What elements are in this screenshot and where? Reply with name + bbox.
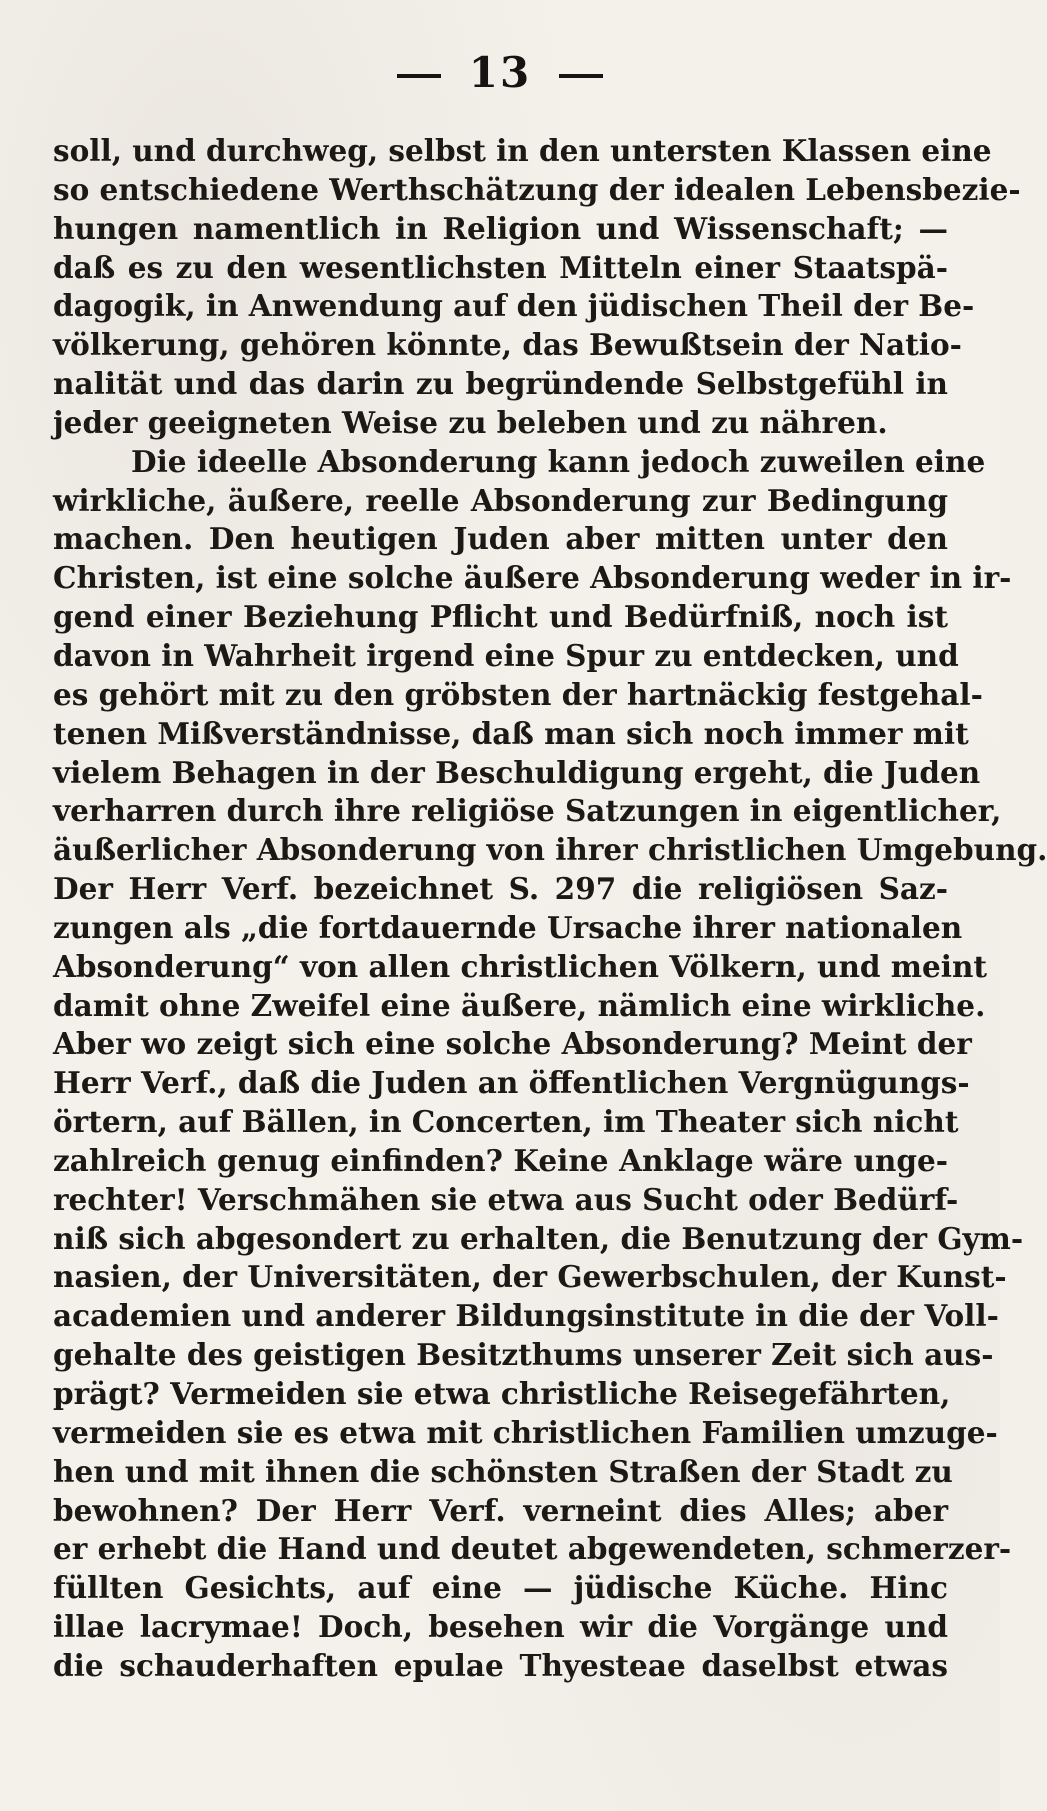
text-line: vielem Behagen in der Beschuldigung ergeht, die Juden (53, 754, 981, 790)
page-header (0, 48, 1000, 97)
text-line: äußerlicher Absonderung von ihrer christlichen Umgebung. (53, 832, 1047, 868)
text-line: zungen als „die fortdauernde Ursache ihrer nationalen (53, 909, 963, 945)
text-line: er erhebt die Hand und deutet abgewendeten, schmerzer- (53, 1531, 1012, 1567)
text-line: prägt? Vermeiden sie etwa christliche Reisegefährten, (53, 1376, 951, 1411)
text-line: tenen Mißverständnisse, daß man sich noch immer mit (53, 715, 969, 751)
text-line: hungen namentlich in Religion und Wissenschaft; — (53, 210, 948, 246)
text-line: rechter! Verschmähen sie etwa aus Sucht oder Bedürf- (53, 1181, 959, 1217)
text-line: Herr Verf., daß die Juden an öffentlichen Vergnügungs- (53, 1065, 970, 1101)
text-line: wirkliche, äußere, reelle Absonderung zur Bedingung (53, 482, 948, 518)
text-line: gehalte des geistigen Besitzthums unserer Zeit sich aus- (53, 1337, 994, 1373)
body-text (53, 132, 1047, 1686)
text-line: Aber wo zeigt sich eine solche Absonderung? Meint der (53, 1026, 972, 1062)
text-line: nalität und das darin zu begründende Selbstgefühl in (53, 366, 948, 402)
text-line: es gehört mit zu den gröbsten der hartnäckig festgehal- (53, 676, 983, 712)
text-line: machen. Den heutigen Juden aber mitten unter den (53, 521, 948, 557)
text-line: völkerung, gehören könnte, das Bewußtsein der Natio- (53, 327, 962, 363)
text-line: füllten Gesichts, auf eine — jüdische Küche. Hinc (53, 1570, 948, 1606)
text-line: örtern, auf Bällen, in Concerten, im Theater sich nicht (53, 1104, 959, 1140)
text-line: hen und mit ihnen die schönsten Straßen der Stadt zu (53, 1453, 953, 1489)
text-line: zahlreich genug einfinden? Keine Anklage wäre unge- (53, 1142, 948, 1178)
text-line: bewohnen? Der Herr Verf. verneint dies Alles; aber (53, 1492, 948, 1528)
text-line: daß es zu den wesentlichsten Mitteln einer Staatspä- (53, 249, 948, 285)
text-line: jeder geeigneten Weise zu beleben und zu nähren. (53, 404, 888, 440)
text-line: soll, und durchweg, selbst in den untersten Klassen eine (53, 133, 992, 168)
text-line: damit ohne Zweifel eine äußere, nämlich eine wirkliche. (53, 987, 986, 1023)
text-line: nasien, der Universitäten, der Gewerbschulen, der Kunst- (53, 1259, 1007, 1295)
text-line: Der Herr Verf. bezeichnet S. 297 die religiösen Saz- (53, 871, 948, 907)
text-line: niß sich abgesondert zu erhalten, die Benutzung der Gym- (53, 1220, 1024, 1256)
text-line: so entschiedene Werthschätzung der idealen Lebensbezie- (53, 171, 1021, 207)
text-line: gend einer Beziehung Pflicht und Bedürfniß, noch ist (53, 599, 948, 635)
text-line: Absonderung“ von allen christlichen Völkern, und meint (53, 948, 988, 984)
header-dash-left (397, 74, 441, 78)
text-line: Christen, ist eine solche äußere Absonderung weder in ir- (53, 560, 1012, 596)
text-line: vermeiden sie es etwa mit christlichen Familien umzuge- (53, 1414, 998, 1450)
page-number: 13 (468, 48, 532, 97)
header-dash-right (559, 74, 603, 78)
text-line: die schauderhaften epulae Thyesteae daselbst etwas (53, 1647, 948, 1683)
text-line: illae lacrymae! Doch, besehen wir die Vorgänge und (53, 1609, 948, 1645)
text-line: dagogik, in Anwendung auf den jüdischen Theil der Be- (53, 288, 975, 324)
text-line: verharren durch ihre religiöse Satzungen in eigentlicher, (53, 793, 1002, 829)
text-line: Die ideelle Absonderung kann jedoch zuweilen eine (131, 443, 986, 479)
text-line: academien und anderer Bildungsinstitute in die der Voll- (53, 1298, 999, 1334)
text-line: davon in Wahrheit irgend eine Spur zu entdecken, und (53, 637, 959, 673)
